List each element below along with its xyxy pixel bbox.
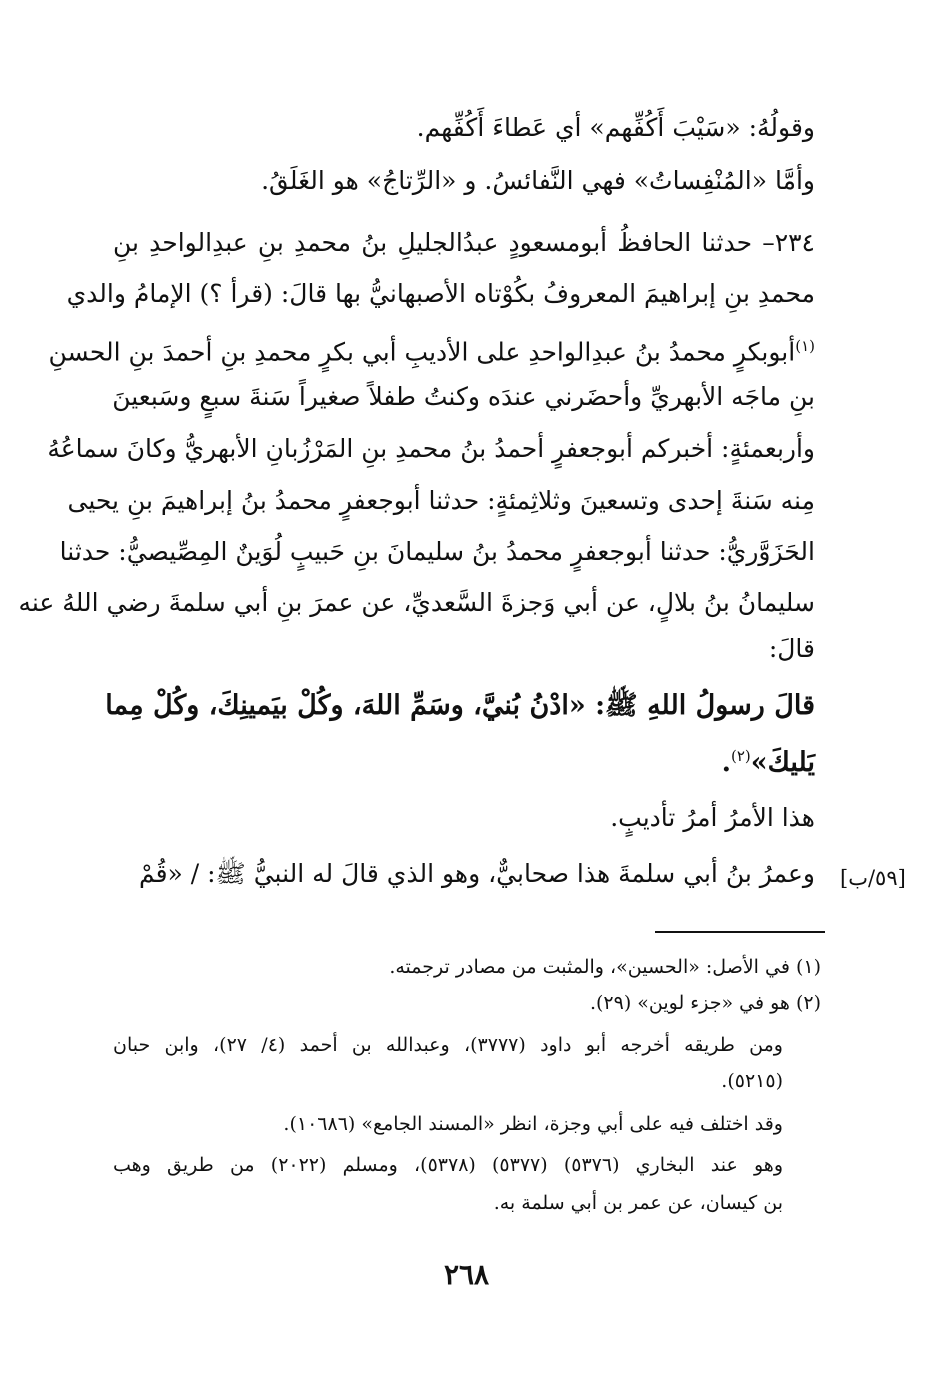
footnote-2-line-6: بن كيسان، عن عمر بن أبي سلمة به.	[493, 1192, 783, 1214]
text-line-5-content: أبوبكرٍ محمدُ بنُ عبدِالواحدِ على الأديبِ أبي بكرٍ محمدِ بنِ أحمدَ بنِ الحسنِ	[48, 337, 796, 367]
text-line-7: وأربعمئةٍ: أخبركم أبوجعفرٍ أحمدُ بنُ محمدِ بنِ المَرْزُبانِ الأبهريُّ وكانَ سماعُهُ	[47, 434, 815, 463]
text-line-5	[48, 328, 815, 370]
period: .	[721, 747, 731, 778]
hadith-line-1: قالَ رسولُ اللهِ ﷺ: «ادْنُ بُنيَّ، وسَمِّ اللهَ، وكُلْ بيَمينِكَ، وكُلْ مِما	[105, 690, 815, 721]
text-line-13: وعمرُ بنُ أبي سلمةَ هذا صحابيٌّ، وهو الذي قالَ له النبيُّ ﷺ: / «قُمْ	[138, 859, 815, 888]
text-line-2: وأمَّا «المُنْفِساتُ» فهي النَّفائسُ. و «الرِّتاجُ» هو الغَلَقُ.	[261, 166, 815, 195]
footnote-2-line-3: (٥٢١٥).	[721, 1070, 783, 1092]
footnote-mark-2: (٢)	[730, 747, 751, 765]
footnote-2: (٢) هو في «جزء لوين» (٢٩).	[589, 992, 821, 1014]
text-line-11: قالَ:	[768, 634, 815, 663]
text-line-8: مِنه سَنةَ إحدى وتسعينَ وثلاثِمئةٍ: حدثنا أبوجعفرٍ محمدُ بنُ إبراهيمَ بنِ يحيى	[67, 486, 815, 515]
text-line-3: ٢٣٤– حدثنا الحافظُ أبومسعودٍ عبدُالجليلِ بنُ محمدِ بنِ عبدِالواحدِ بنِ	[113, 228, 815, 257]
margin-folio-note: [٥٩/ب]	[840, 866, 906, 890]
page-number: ٢٦٨	[443, 1258, 490, 1291]
text-line-1: وقولُهُ: «سَيْبَ أَكُفِّهم» أي عَطاءَ أَكُفِّهم.	[416, 113, 815, 142]
text-line-9: الحَزَوَّريُّ: حدثنا أبوجعفرٍ محمدُ بنُ سليمانَ بنِ حَبيبٍ لُوَينٌ المِصِّيصيُّ: حدثنا	[59, 537, 815, 566]
footnote-2-line-4: وقد اختلف فيه على أبي وجزة، انظر «المسند الجامع» (١٠٦٨٦).	[283, 1113, 783, 1135]
footnote-mark-1: (١)	[795, 337, 815, 355]
footnote-separator	[655, 931, 825, 933]
text-line-10: سليمانُ بنُ بلالٍ، عن أبي وَجزةَ السَّعديِّ، عن عمرَ بنِ أبي سلمةَ رضي اللهُ عنه	[18, 588, 815, 617]
footnote-2-line-2: ومن طريقه أخرجه أبو داود (٣٧٧٧)، وعبدالله بن أحمد (٤/ ٢٧)، وابن حبان	[113, 1034, 783, 1056]
text-line-12: هذا الأمرُ أمرُ تأديبٍ.	[610, 803, 815, 832]
footnote-1: (١) في الأصل: «الحسين»، والمثبت من مصادر ترجمته.	[389, 956, 821, 978]
footnote-2-line-5: وهو عند البخاري (٥٣٧٦) (٥٣٧٧) (٥٣٧٨)، ومسلم (٢٠٢٢) من طريق وهب	[113, 1154, 783, 1176]
text-line-4: محمدِ بنِ إبراهيمَ المعروفُ بكُوْتاه الأصبهانيُّ بها قالَ: (قرأ ؟) الإمامُ والدي	[66, 279, 815, 308]
hadith-line-2	[113, 738, 815, 781]
text-line-6: بنِ ماجَه الأبهريِّ وأحضَرني عندَه وكنتُ طفلاً صغيراً سَنةَ سبعٍ وسَبعينَ	[112, 382, 815, 411]
hadith-line-2-content: يَليكَ»	[750, 747, 815, 778]
